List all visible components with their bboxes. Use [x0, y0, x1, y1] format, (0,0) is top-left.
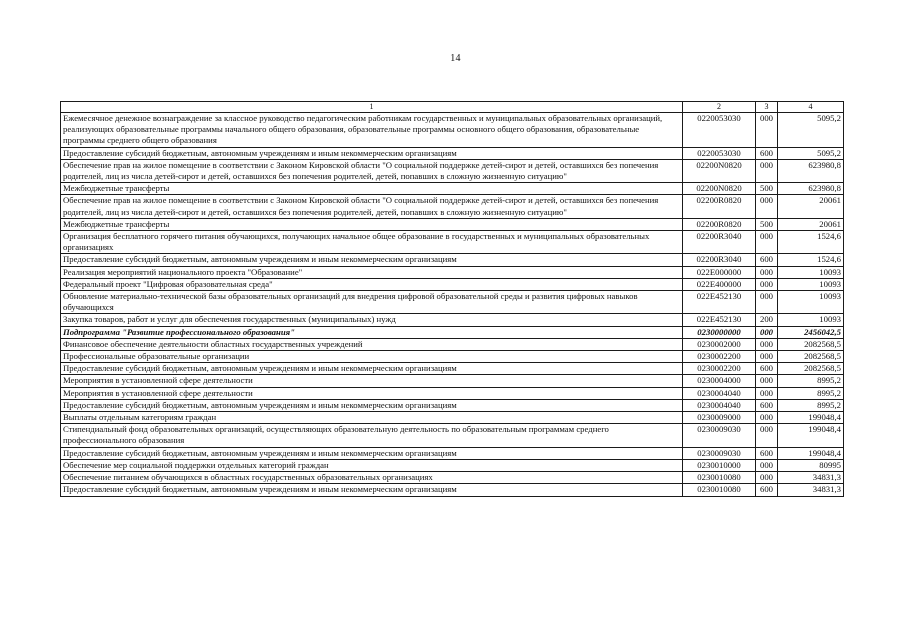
row-sum: 8995,2	[778, 387, 844, 399]
table-row	[61, 231, 844, 254]
row-sum: 5095,2	[778, 147, 844, 159]
row-sum: 20061	[778, 218, 844, 230]
row-sum: 2082568,5	[778, 338, 844, 350]
row-expense-type: 200	[756, 314, 778, 326]
table-row	[61, 351, 844, 363]
row-expense-type: 600	[756, 147, 778, 159]
row-name: Обеспечение прав на жилое помещение в соответствии с Законом Кировской области "О социальной поддержке детей-сирот и детей, оставшихся без попечения родителей, лиц из числа детей-сирот и детей, оставшихся без попечения родителей, детей, попавших в сложную жизненную ситуацию"	[61, 195, 683, 218]
row-code: 022E000000	[683, 266, 756, 278]
row-expense-type: 000	[756, 291, 778, 314]
row-expense-type: 600	[756, 399, 778, 411]
row-name: Федеральный проект "Цифровая образовательная среда"	[61, 278, 683, 290]
row-sum: 5095,2	[778, 113, 844, 148]
row-expense-type: 600	[756, 363, 778, 375]
table-row	[61, 266, 844, 278]
table-row	[61, 147, 844, 159]
row-expense-type: 000	[756, 375, 778, 387]
row-expense-type: 000	[756, 326, 778, 338]
row-expense-type: 000	[756, 412, 778, 424]
table-row	[61, 254, 844, 266]
row-expense-type: 000	[756, 459, 778, 471]
table-row	[61, 399, 844, 411]
row-code: 0230010000	[683, 459, 756, 471]
row-sum: 1524,6	[778, 231, 844, 254]
row-name: Организация бесплатного горячего питания обучающихся, получающих начальное общее образование в государственных и муниципальных образовательных организациях	[61, 231, 683, 254]
row-expense-type: 600	[756, 254, 778, 266]
row-sum: 199048,4	[778, 412, 844, 424]
row-code: 0230010080	[683, 484, 756, 496]
row-code: 0230002200	[683, 351, 756, 363]
row-name: Выплаты отдельным категориям граждан	[61, 412, 683, 424]
row-name: Обновление материально-технической базы образовательных организаций для внедрения цифровой образовательной среды и развития цифровых навыков обучающихся	[61, 291, 683, 314]
row-sum: 2082568,5	[778, 363, 844, 375]
row-sum: 623980,8	[778, 159, 844, 182]
row-name: Предоставление субсидий бюджетным, автономным учреждениям и иным некоммерческим организациям	[61, 147, 683, 159]
row-code: 022E400000	[683, 278, 756, 290]
table-row	[61, 314, 844, 326]
row-expense-type: 000	[756, 351, 778, 363]
row-sum: 10093	[778, 291, 844, 314]
row-expense-type: 000	[756, 278, 778, 290]
row-code: 02200R0820	[683, 195, 756, 218]
page-number: 14	[450, 53, 461, 64]
row-sum: 1524,6	[778, 254, 844, 266]
row-sum: 10093	[778, 266, 844, 278]
row-code: 02200R3040	[683, 231, 756, 254]
row-name: Межбюджетные трансферты	[61, 183, 683, 195]
column-header-name: 1	[61, 102, 683, 113]
row-name: Предоставление субсидий бюджетным, автономным учреждениям и иным некоммерческим организациям	[61, 447, 683, 459]
table-body	[61, 113, 844, 497]
row-code: 0230009030	[683, 447, 756, 459]
table-row	[61, 484, 844, 496]
row-expense-type: 000	[756, 266, 778, 278]
row-sum: 34831,3	[778, 472, 844, 484]
row-expense-type: 500	[756, 218, 778, 230]
column-header-sum: 4	[778, 102, 844, 113]
row-sum: 2456042,5	[778, 326, 844, 338]
row-name: Подпрограмма "Развитие профессионального образования"	[61, 326, 683, 338]
row-code: 02200R0820	[683, 218, 756, 230]
row-name: Мероприятия в установленной сфере деятельности	[61, 375, 683, 387]
row-code: 0220053030	[683, 147, 756, 159]
row-code: 02200N0820	[683, 159, 756, 182]
row-name: Стипендиальный фонд образовательных организаций, осуществляющих образовательную деятельность по образовательным программам среднего профессионального образования	[61, 424, 683, 447]
row-name: Предоставление субсидий бюджетным, автономным учреждениям и иным некоммерческим организациям	[61, 254, 683, 266]
row-expense-type: 000	[756, 231, 778, 254]
row-name: Финансовое обеспечение деятельности областных государственных учреждений	[61, 338, 683, 350]
row-code: 02200N0820	[683, 183, 756, 195]
table-row	[61, 472, 844, 484]
row-name: Реализация мероприятий национального проекта "Образование"	[61, 266, 683, 278]
row-name: Предоставление субсидий бюджетным, автономным учреждениям и иным некоммерческим организациям	[61, 399, 683, 411]
row-sum: 2082568,5	[778, 351, 844, 363]
row-code: 022E452130	[683, 314, 756, 326]
table-row	[61, 412, 844, 424]
row-sum: 199048,4	[778, 424, 844, 447]
table-row	[61, 375, 844, 387]
row-expense-type: 000	[756, 472, 778, 484]
table-row	[61, 326, 844, 338]
table-header-row	[61, 102, 844, 113]
row-name: Обеспечение мер социальной поддержки отдельных категорий граждан	[61, 459, 683, 471]
row-expense-type: 500	[756, 183, 778, 195]
row-expense-type: 000	[756, 113, 778, 148]
table-row	[61, 363, 844, 375]
row-code: 0230000000	[683, 326, 756, 338]
row-expense-type: 000	[756, 387, 778, 399]
row-expense-type: 600	[756, 447, 778, 459]
row-name: Профессиональные образовательные организации	[61, 351, 683, 363]
row-expense-type: 000	[756, 338, 778, 350]
budget-table	[60, 101, 844, 497]
row-sum: 8995,2	[778, 399, 844, 411]
row-code: 0230009000	[683, 412, 756, 424]
row-expense-type: 600	[756, 484, 778, 496]
table-row	[61, 113, 844, 148]
table-row	[61, 278, 844, 290]
row-name: Предоставление субсидий бюджетным, автономным учреждениям и иным некоммерческим организациям	[61, 363, 683, 375]
row-sum: 20061	[778, 195, 844, 218]
row-code: 0230004040	[683, 399, 756, 411]
column-header-type: 3	[756, 102, 778, 113]
table-row	[61, 338, 844, 350]
row-code: 0230010080	[683, 472, 756, 484]
row-code: 022E452130	[683, 291, 756, 314]
row-expense-type: 000	[756, 159, 778, 182]
table-row	[61, 387, 844, 399]
row-code: 0230004040	[683, 387, 756, 399]
row-code: 0220053030	[683, 113, 756, 148]
table-row	[61, 424, 844, 447]
row-code: 0230009030	[683, 424, 756, 447]
row-sum: 8995,2	[778, 375, 844, 387]
row-expense-type: 000	[756, 424, 778, 447]
row-sum: 80995	[778, 459, 844, 471]
row-name: Закупка товаров, работ и услуг для обеспечения государственных (муниципальных) нужд	[61, 314, 683, 326]
row-sum: 199048,4	[778, 447, 844, 459]
row-sum: 10093	[778, 314, 844, 326]
row-expense-type: 000	[756, 195, 778, 218]
table-row	[61, 218, 844, 230]
row-name: Межбюджетные трансферты	[61, 218, 683, 230]
row-code: 0230002000	[683, 338, 756, 350]
column-header-code: 2	[683, 102, 756, 113]
row-sum: 10093	[778, 278, 844, 290]
row-name: Ежемесячное денежное вознаграждение за классное руководство педагогическим работникам государственных и муниципальных образовательных организаций, реализующих образовательные программы начального общего образования, образовательные программы основного общего образования, образовательные программы среднего общего образования	[61, 113, 683, 148]
table-row	[61, 183, 844, 195]
table-row	[61, 447, 844, 459]
row-code: 0230002200	[683, 363, 756, 375]
table-row	[61, 459, 844, 471]
row-name: Обеспечение питанием обучающихся в областных государственных образовательных организациях	[61, 472, 683, 484]
table-row	[61, 195, 844, 218]
table-row	[61, 159, 844, 182]
row-sum: 623980,8	[778, 183, 844, 195]
row-name: Предоставление субсидий бюджетным, автономным учреждениям и иным некоммерческим организациям	[61, 484, 683, 496]
row-code: 02200R3040	[683, 254, 756, 266]
row-code: 0230004000	[683, 375, 756, 387]
row-sum: 34831,3	[778, 484, 844, 496]
row-name: Обеспечение прав на жилое помещение в соответствии с Законом Кировской области "О социальной поддержке детей-сирот и детей, оставшихся без попечения родителей, лиц из числа детей-сирот и детей, оставшихся без попечения родителей, детей, попавших в сложную жизненную ситуацию"	[61, 159, 683, 182]
table-row	[61, 291, 844, 314]
row-name: Мероприятия в установленной сфере деятельности	[61, 387, 683, 399]
